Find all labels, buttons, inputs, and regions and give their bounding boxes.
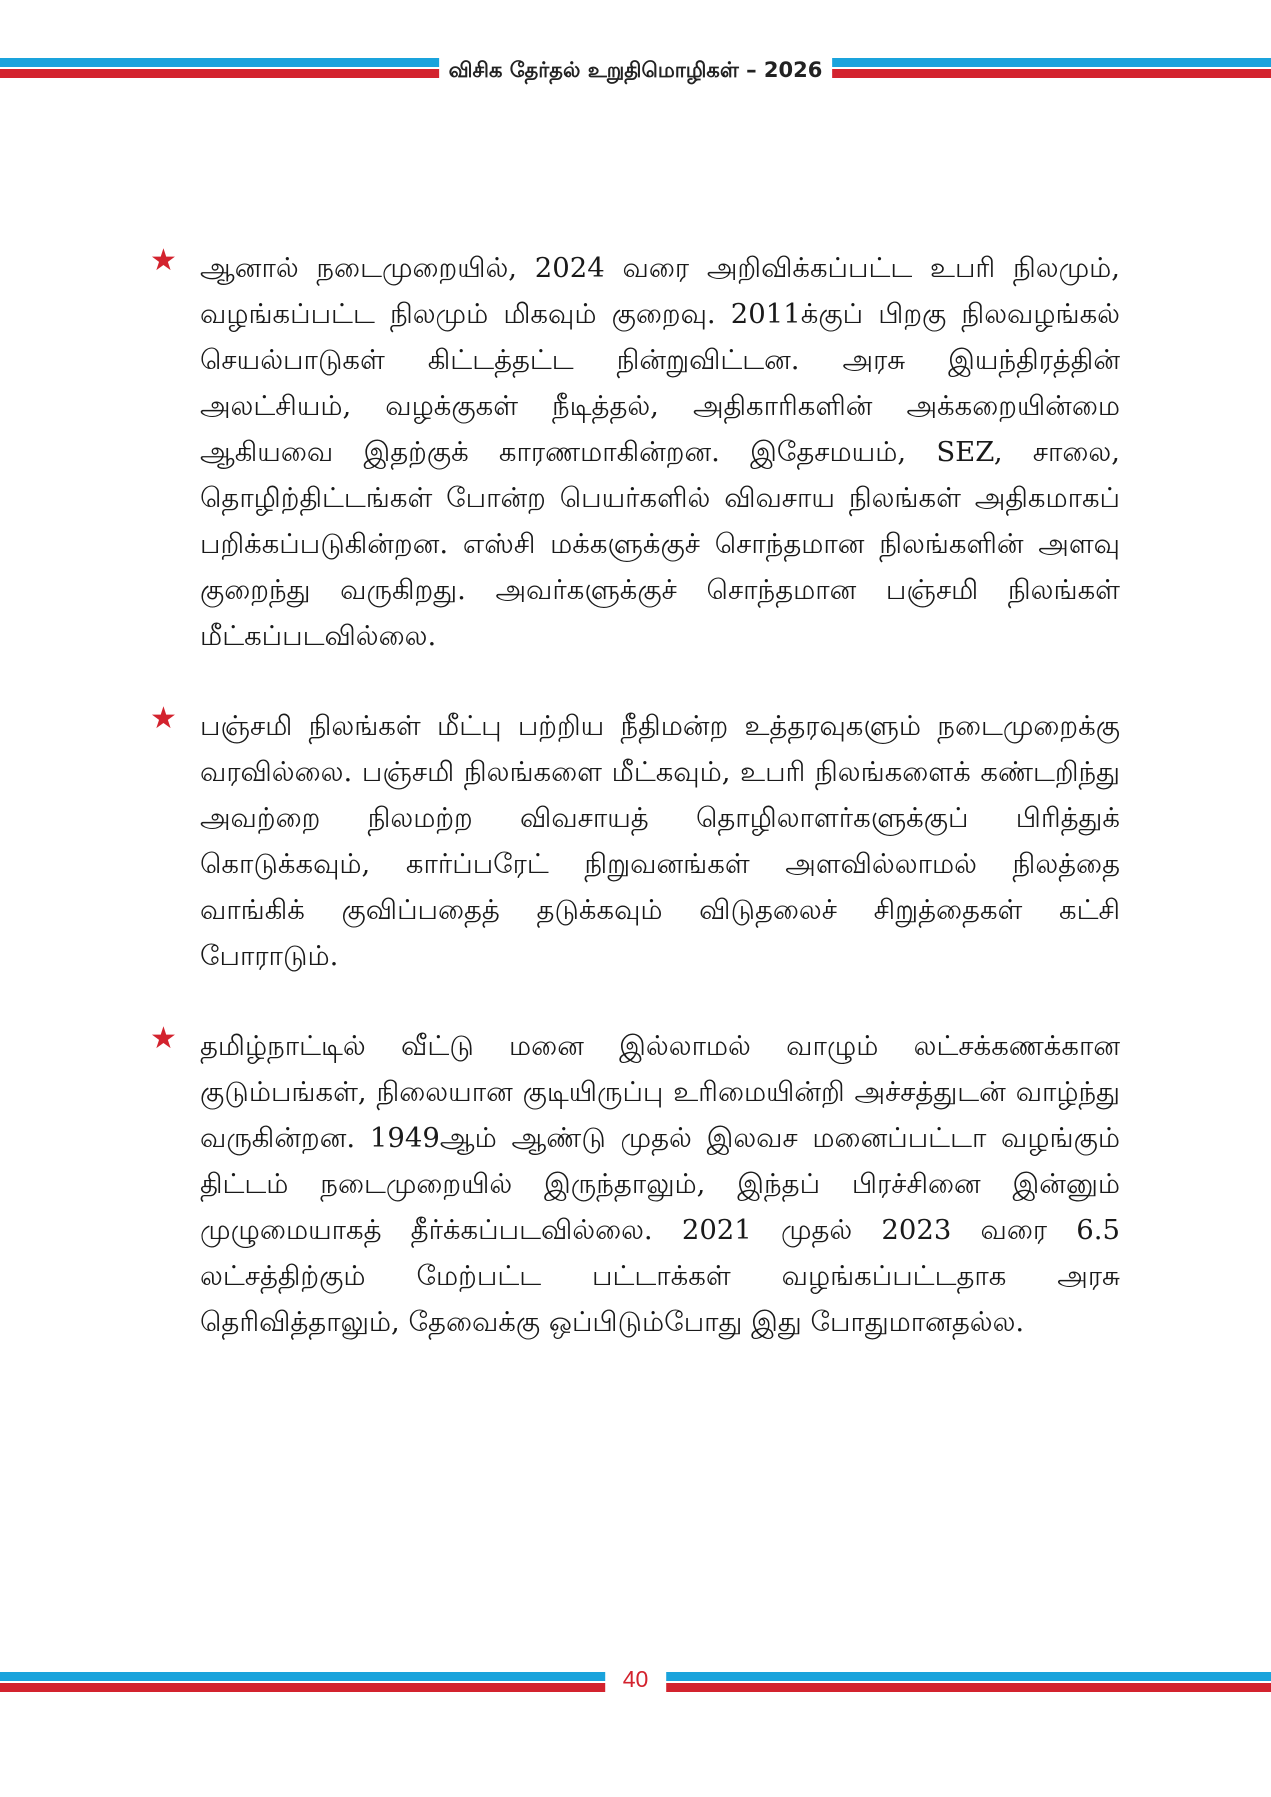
bullet-item [150,1023,1120,1345]
main-content [150,245,1120,1389]
star-icon: ★ [150,243,177,278]
bullet-item [150,245,1120,659]
bullet-text: தமிழ்நாட்டில் வீட்டு மனை இல்லாமல் வாழும் லட்சக்கணக்கான குடும்பங்கள், நிலையான குடியிருப்பு உரிமையின்றி அச்சத்துடன் வாழ்ந்து வருகின்றன. 1949ஆம் ஆண்டு முதல் இலவச மனைப்பட்டா வழங்கும் திட்டம் நடைமுறையில் இருந்தாலும், இந்தப் பிரச்சினை இன்னும் முழுமையாகத் தீர்க்கப்படவில்லை. 2021 முதல் 2023 வரை 6.5 லட்சத்திற்கும் மேற்பட்ட பட்டாக்கள் வழங்கப்பட்டதாக அரசு தெரிவித்தாலும், தேவைக்கு ஒப்பிடும்போது இது போதுமானதல்ல. [200,1030,1120,1338]
bullet-item [150,703,1120,979]
header-title: விசிக தேர்தல் உறுதிமொழிகள் – 2026 [439,54,833,86]
bullet-text: பஞ்சமி நிலங்கள் மீட்பு பற்றிய நீதிமன்ற உத்தரவுகளும் நடைமுறைக்கு வரவில்லை. பஞ்சமி நிலங்களை மீட்கவும், உபரி நிலங்களைக் கண்டறிந்து அவற்றை நிலமற்ற விவசாயத் தொழிலாளர்களுக்குப் பிரித்துக் கொடுக்கவும், கார்ப்பரேட் நிறுவனங்கள் அளவில்லாமல் நிலத்தை வாங்கிக் குவிப்பதைத் தடுக்கவும் விடுதலைச் சிறுத்தைகள் கட்சி போராடும். [200,710,1120,972]
page-number: 40 [605,1664,667,1695]
bullet-text: ஆனால் நடைமுறையில், 2024 வரை அறிவிக்கப்பட்ட உபரி நிலமும், வழங்கப்பட்ட நிலமும் மிகவும் குறைவு. 2011க்குப் பிறகு நிலவழங்கல் செயல்பாடுகள் கிட்டத்தட்ட நின்றுவிட்டன. அரசு இயந்திரத்தின் அலட்சியம், வழக்குகள் நீடித்தல், அதிகாரிகளின் அக்கறையின்மை ஆகியவை இதற்குக் காரணமாகின்றன. இதேசமயம், SEZ, சாலை, தொழிற்திட்டங்கள் போன்ற பெயர்களில் விவசாய நிலங்கள் அதிகமாகப் பறிக்கப்படுகின்றன. எஸ்சி மக்களுக்குச் சொந்தமான நிலங்களின் அளவு குறைந்து வருகிறது. அவர்களுக்குச் சொந்தமான பஞ்சமி நிலங்கள் மீட்கப்படவில்லை. [200,252,1120,652]
star-icon: ★ [150,1021,177,1056]
star-icon: ★ [150,701,177,736]
